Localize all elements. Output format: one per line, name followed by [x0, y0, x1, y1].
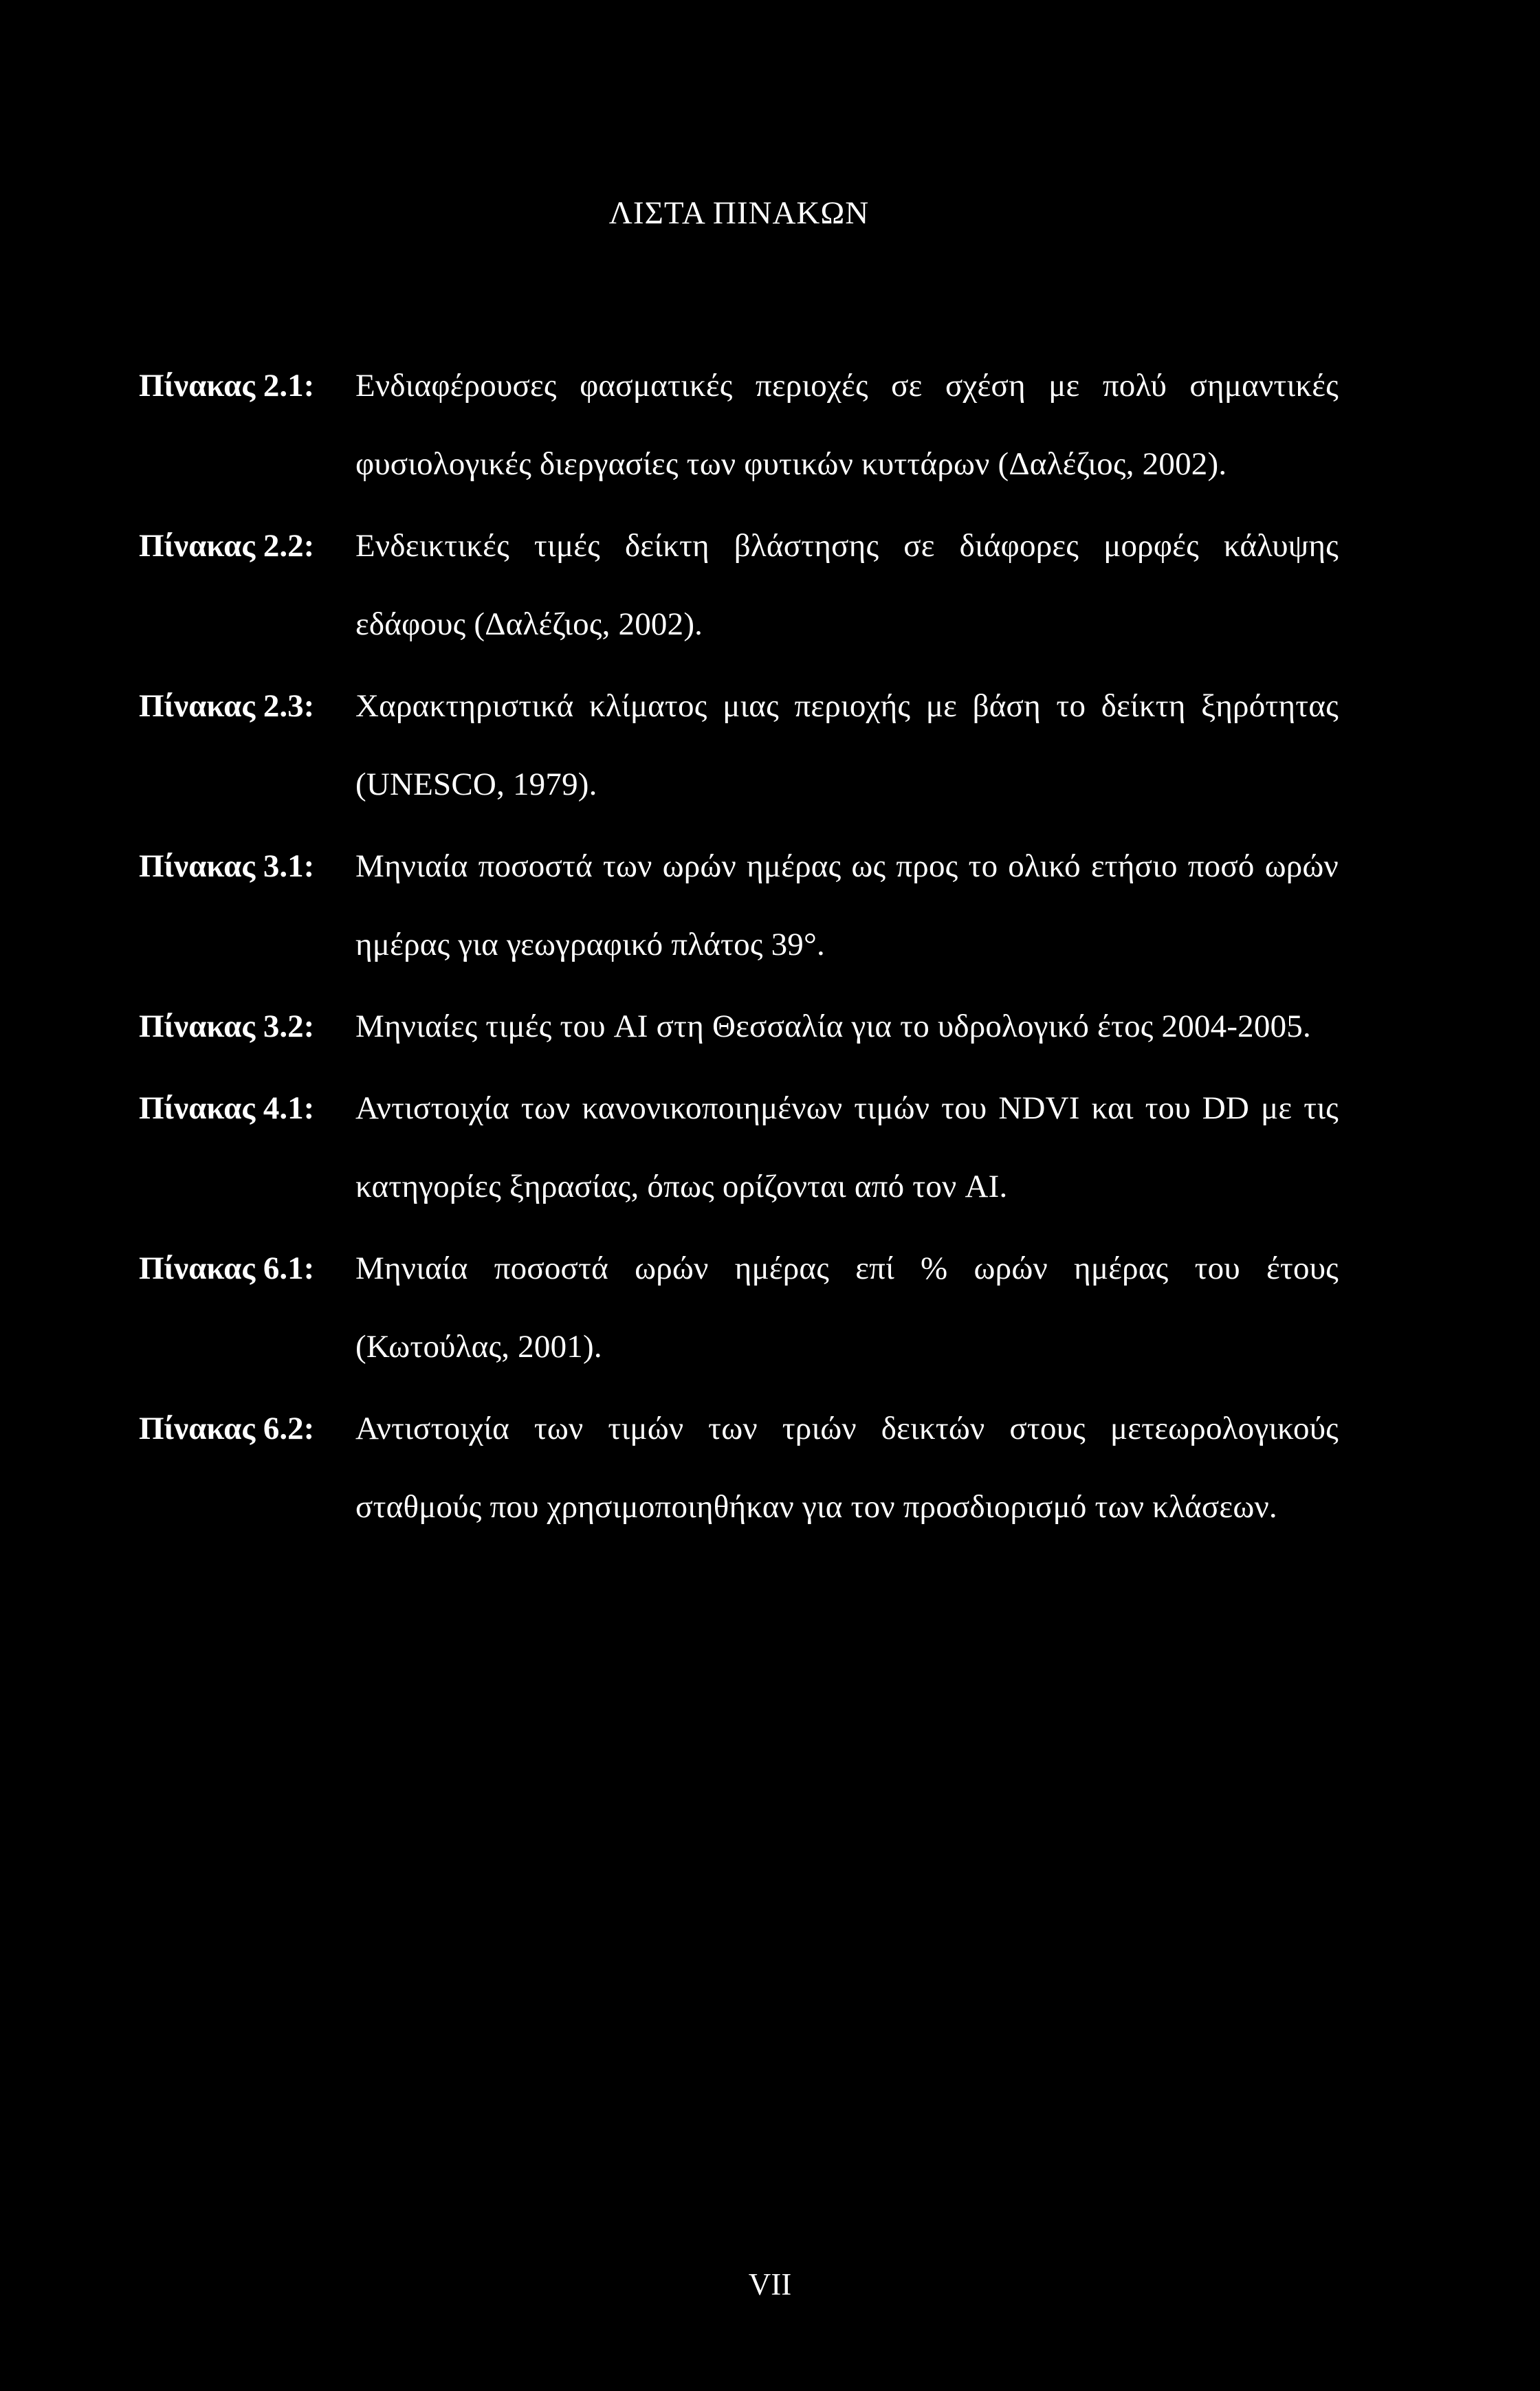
list-item	[139, 1229, 1339, 1386]
list-item	[139, 1389, 1339, 1546]
table-description: Μηνιαίες τιμές του AI στη Θεσσαλία για το υδρολογικό έτος 2004-2005.	[355, 1009, 1311, 1044]
page-title: ΛΙΣΤΑ ΠΙΝΑΚΩΝ	[608, 195, 870, 231]
list-item	[139, 987, 1339, 1066]
table-description: Αντιστοιχία των κανονικοποιημένων τιμών του NDVI και του DD με τις κατηγορίες ξηρασίας, όπως ορίζονται από τον AI.	[355, 1090, 1339, 1204]
table-description: Ενδεικτικές τιμές δείκτη βλάστησης σε διάφορες μορφές κάλυψης εδάφους (Δαλέζιος, 2002).	[355, 528, 1339, 642]
table-label: Πίνακας 2.1:	[139, 368, 315, 404]
list-item	[139, 827, 1339, 984]
table-description: Ενδιαφέρουσες φασματικές περιοχές σε σχέση με πολύ σημαντικές φυσιολογικές διεργασίες των φυτικών κυττάρων (Δαλέζιος, 2002).	[355, 368, 1339, 482]
table-label: Πίνακας 2.2:	[139, 528, 315, 564]
table-list	[139, 346, 1339, 1550]
list-item	[139, 667, 1339, 824]
table-description: Μηνιαία ποσοστά των ωρών ημέρας ως προς το ολικό ετήσιο ποσό ωρών ημέρας για γεωγραφικό πλάτος 39°.	[355, 848, 1339, 962]
list-item	[139, 1069, 1339, 1226]
page-number: VII	[748, 2267, 792, 2302]
table-description: Χαρακτηριστικά κλίματος μιας περιοχής με βάση το δείκτη ξηρότητας (UNESCO, 1979).	[355, 688, 1339, 802]
table-label: Πίνακας 3.2:	[139, 1009, 315, 1044]
table-description: Μηνιαία ποσοστά ωρών ημέρας επί % ωρών ημέρας του έτους (Κωτούλας, 2001).	[355, 1250, 1339, 1365]
table-label: Πίνακας 2.3:	[139, 688, 315, 724]
table-label: Πίνακας 6.2:	[139, 1411, 315, 1446]
list-item	[139, 507, 1339, 663]
table-label: Πίνακας 4.1:	[139, 1090, 315, 1126]
table-description: Αντιστοιχία των τιμών των τριών δεικτών στους μετεωρολογικούς σταθμούς που χρησιμοποιηθήκαν για τον προσδιορισμό των κλάσεων.	[355, 1411, 1339, 1525]
table-label: Πίνακας 3.1:	[139, 848, 315, 884]
table-label: Πίνακας 6.1:	[139, 1250, 315, 1286]
list-item	[139, 346, 1339, 503]
